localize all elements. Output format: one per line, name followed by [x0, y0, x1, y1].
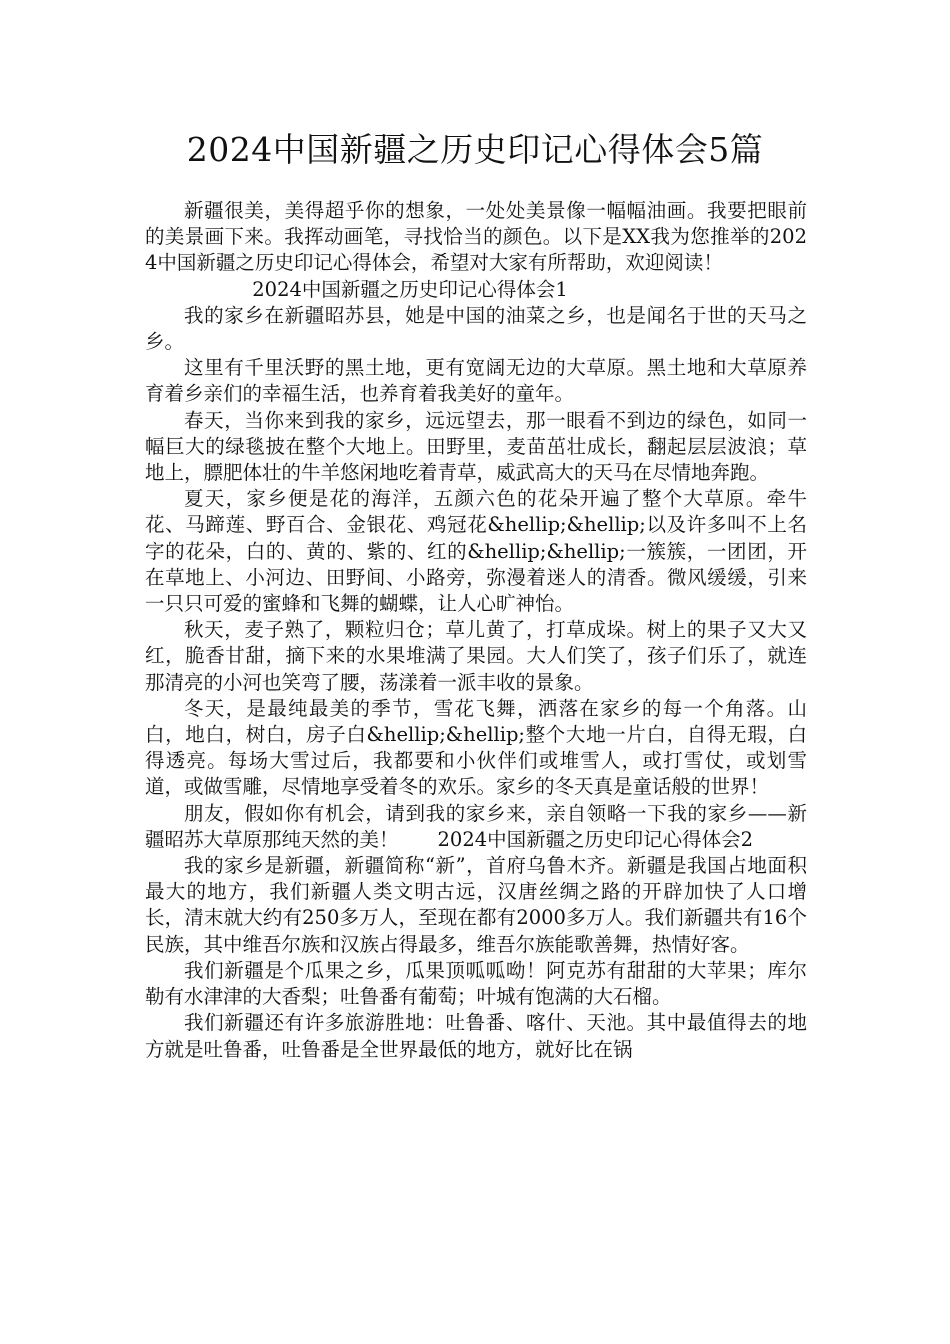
paragraph: 这里有千里沃野的黑土地，更有宽阔无边的大草原。黑土地和大草原养育着乡亲们的幸福生活，也养育着我美好的童年。	[145, 356, 807, 406]
paragraph: 我们新疆还有许多旅游胜地：吐鲁番、喀什、天池。其中最值得去的地方就是吐鲁番，吐鲁番是全世界最低的地方，就好比在锅	[145, 1011, 807, 1061]
paragraph: 冬天，是最纯最美的季节，雪花飞舞，洒落在家乡的每一个角落。山白，地白，树白，房子白&hellip;&hellip;整个大地一片白，自得无瑕，白得透亮。每场大雪过后，我都要和小伙伴们或堆雪人，或打雪仗，或划雪道，或做雪雕，尽情地享受着冬的欢乐。家乡的冬天真是童话般的世界！	[145, 696, 807, 799]
paragraph: 我们新疆是个瓜果之乡，瓜果顶呱呱呦！阿克苏有甜甜的大苹果；库尔勒有水津津的大香梨；吐鲁番有葡萄；叶城有饱满的大石榴。	[145, 958, 807, 1009]
paragraph: 夏天，家乡便是花的海洋，五颜六色的花朵开遍了整个大草原。牵牛花、马蹄莲、野百合、金银花、鸡冠花&hellip;&hellip;以及许多叫不上名字的花朵，白的、黄的、紫的、红的&hellip;&hellip;一簇簇，一团团，开在草地上、小河边、田野间、小路旁，弥漫着迷人的清香。微风缓缓，引来一只只可爱的蜜蜂和飞舞的蝴蝶，让人心旷神怡。	[145, 487, 807, 616]
paragraph: 秋天，麦子熟了，颗粒归仓；草儿黄了，打草成垛。树上的果子又大又红，脆香甘甜，摘下来的水果堆满了果园。大人们笑了，孩子们乐了，就连那清亮的小河也笑弯了腰，荡漾着一派丰收的景象。	[145, 618, 807, 694]
document-body	[145, 198, 807, 1063]
paragraph: 我的家乡在新疆昭苏县，她是中国的油菜之乡，也是闻名于世的天马之乡。	[145, 303, 807, 354]
intro-paragraph: 新疆很美，美得超乎你的想象，一处处美景像一幅幅油画。我要把眼前的美景画下来。我挥动画笔，寻找恰当的颜色。以下是XX我为您推举的2024中国新疆之历史印记心得体会，希望对大家有所帮助，欢迎阅读！	[145, 199, 807, 275]
section-heading-1: 2024中国新疆之历史印记心得体会1	[252, 277, 568, 301]
paragraph: 春天，当你来到我的家乡，远远望去，那一眼看不到边的绿色，如同一幅巨大的绿毯披在整个大地上。田野里，麦苗茁壮成长，翻起层层波浪；草地上，膘肥体壮的牛羊悠闲地吃着青草，威武高大的天马在尽情地奔跑。	[145, 408, 807, 485]
paragraph: 我的家乡是新疆，新疆简称“新”，首府乌鲁木齐。新疆是我国占地面积最大的地方，我们新疆人类文明古远，汉唐丝绸之路的开辟加快了人口增长，清末就大约有250多万人，至现在都有2000多万人。我们新疆共有16个民族，其中维吾尔族和汉族占得最多，维吾尔族能歌善舞，热情好客。	[145, 854, 807, 956]
paragraph: 朋友，假如你有机会，请到我的家乡来，亲自领略一下我的家乡——新疆昭苏大草原那纯天然的美！ 2024中国新疆之历史印记心得体会2	[145, 801, 807, 851]
document-title: 2024中国新疆之历史印记心得体会5篇	[186, 130, 764, 169]
